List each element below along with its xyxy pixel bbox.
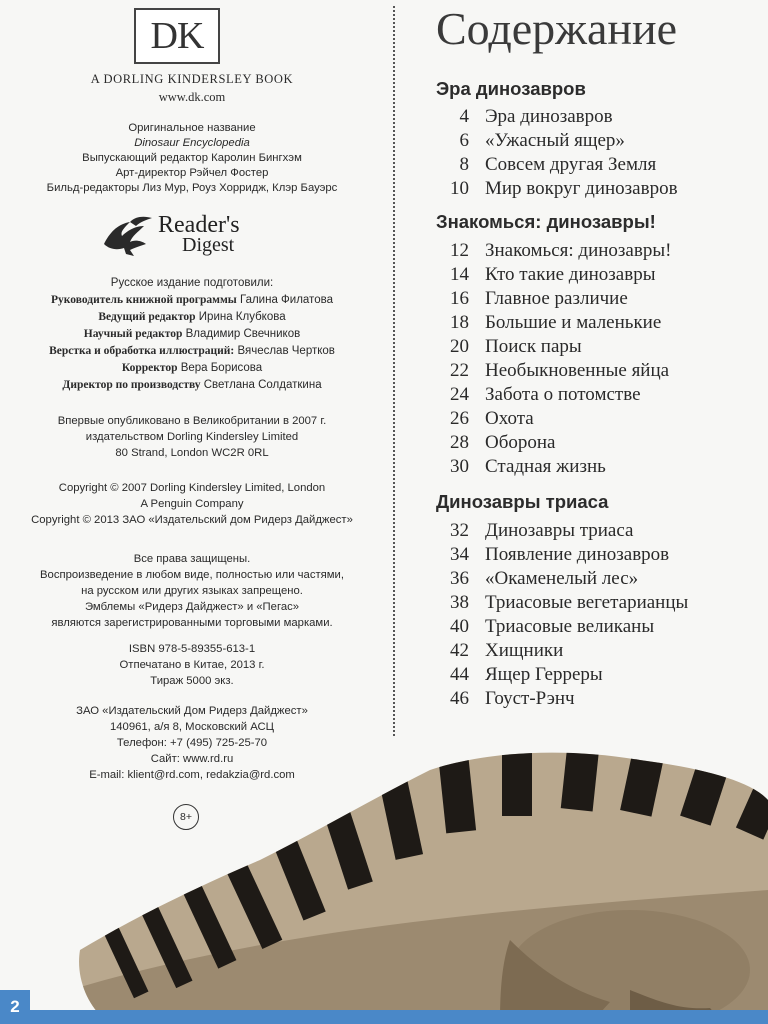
toc-item: 8 Совсем другая Земля bbox=[459, 154, 657, 175]
toc-item: 26 Охота bbox=[450, 408, 534, 429]
toc-item: 40 Триасовые великаны bbox=[450, 616, 655, 637]
toc-item: 22 Необыкновенные яйца bbox=[450, 360, 670, 381]
toc-item: 18 Большие и маленькие bbox=[450, 312, 662, 333]
dk-url: www.dk.com bbox=[158, 90, 226, 104]
staff-line: Ведущий редактор Ирина Клубкова bbox=[98, 311, 286, 323]
toc-item: 30 Стадная жизнь bbox=[450, 456, 606, 477]
printed-in: Отпечатано в Китае, 2013 г. bbox=[119, 659, 265, 671]
page-footer-bar bbox=[0, 1010, 768, 1024]
copyright-line: A Penguin Company bbox=[140, 498, 244, 510]
toc-item: 42 Хищники bbox=[450, 640, 564, 661]
toc-list bbox=[436, 106, 756, 202]
toc-item: 34 Появление динозавров bbox=[450, 544, 670, 565]
toc-item: 16 Главное различие bbox=[450, 288, 628, 309]
address-line: Телефон: +7 (495) 725-25-70 bbox=[116, 737, 268, 749]
publication-line: 80 Strand, London WC2R 0RL bbox=[115, 447, 269, 459]
toc-section-heading: Динозавры триаса bbox=[436, 491, 609, 512]
toc-item: 28 Оборона bbox=[450, 432, 556, 453]
staff-line: Директор по производству Светлана Солдаткина bbox=[62, 379, 322, 391]
column-divider bbox=[393, 6, 395, 736]
digest-text: Digest bbox=[182, 234, 235, 256]
page-title: Содержание bbox=[436, 3, 678, 54]
age-rating-badge: 8+ bbox=[173, 804, 199, 830]
toc-item: 20 Поиск пары bbox=[450, 336, 582, 357]
credit-line: Бильд-редакторы Лиз Мур, Роуз Хорридж, Клэр Бауэрс bbox=[46, 182, 338, 194]
isbn: ISBN 978-5-89355-613-1 bbox=[128, 643, 256, 655]
print-run: Тираж 5000 экз. bbox=[150, 675, 234, 687]
dk-book-line: A DORLING KINDERSLEY BOOK bbox=[90, 72, 294, 86]
page-number: 2 bbox=[0, 990, 30, 1024]
address-line: E-mail: klient@rd.com, redakzia@rd.com bbox=[89, 769, 295, 781]
staff-line: Корректор Вера Борисова bbox=[121, 362, 263, 374]
toc-list bbox=[436, 520, 756, 712]
toc-item: 32 Динозавры триаса bbox=[450, 520, 634, 541]
address-line: ЗАО «Издательский Дом Ридерз Дайджест» bbox=[76, 705, 308, 717]
toc-item: 36 «Окаменелый лес» bbox=[450, 568, 639, 589]
dinosaur-illustration bbox=[70, 740, 768, 1024]
original-title-label: Оригинальное название bbox=[128, 122, 256, 134]
copyright-line: Copyright © 2013 ЗАО «Издательский дом Ридерз Дайджест» bbox=[31, 514, 353, 526]
copyright-line: Copyright © 2007 Dorling Kindersley Limited, London bbox=[58, 482, 326, 494]
toc-item: 12 Знакомься: динозавры! bbox=[450, 240, 672, 261]
staff-line: Верстка и обработка иллюстраций: Вячеслав Чертков bbox=[49, 345, 335, 357]
original-title: Dinosaur Encyclopedia bbox=[134, 137, 250, 149]
toc-item: 4 Эра динозавров bbox=[459, 106, 613, 127]
toc-item: 38 Триасовые вегетарианцы bbox=[450, 592, 689, 613]
rights-line: являются зарегистрированными торговыми марками. bbox=[51, 617, 333, 629]
readers-text: Reader's bbox=[158, 212, 240, 238]
toc-item: 46 Гоуст-Рэнч bbox=[450, 688, 575, 709]
publication-line: Впервые опубликовано в Великобритании в 2007 г. bbox=[57, 415, 327, 427]
toc-section-heading: Знакомься: динозавры! bbox=[436, 211, 656, 232]
toc-item: 10 Мир вокруг динозавров bbox=[450, 178, 678, 199]
address-line: 140961, а/я 8, Московский АСЦ bbox=[109, 721, 275, 733]
rights-line: Все права защищены. bbox=[133, 553, 251, 565]
staff-line: Научный редактор Владимир Свечников bbox=[83, 328, 301, 340]
credit-line: Выпускающий редактор Каролин Бингхэм bbox=[82, 152, 302, 164]
toc-item: 6 «Ужасный ящер» bbox=[459, 130, 625, 151]
dk-logo: DK bbox=[134, 8, 220, 64]
toc-item: 44 Ящер Герреры bbox=[450, 664, 603, 685]
staff-line: Руководитель книжной программы Галина Филатова bbox=[51, 294, 333, 306]
toc-item: 24 Забота о потомстве bbox=[450, 384, 641, 405]
address-line: Сайт: www.rd.ru bbox=[150, 753, 234, 765]
rights-line: Воспроизведение в любом виде, полностью или частями, bbox=[40, 569, 344, 581]
russian-edition-label: Русское издание подготовили: bbox=[110, 277, 274, 289]
readers-digest-logo bbox=[100, 212, 260, 258]
rights-line: Эмблемы «Ридерз Дайджест» и «Пегас» bbox=[84, 601, 300, 613]
credit-line: Арт-директор Рэйчел Фостер bbox=[115, 167, 269, 179]
toc-list bbox=[436, 240, 756, 480]
toc-section-heading: Эра динозавров bbox=[436, 78, 586, 99]
rights-line: на русском или других языках запрещено. bbox=[81, 585, 303, 597]
pegasus-icon bbox=[100, 214, 156, 258]
toc-item: 14 Кто такие динозавры bbox=[450, 264, 656, 285]
publication-line: издательством Dorling Kindersley Limited bbox=[85, 431, 299, 443]
